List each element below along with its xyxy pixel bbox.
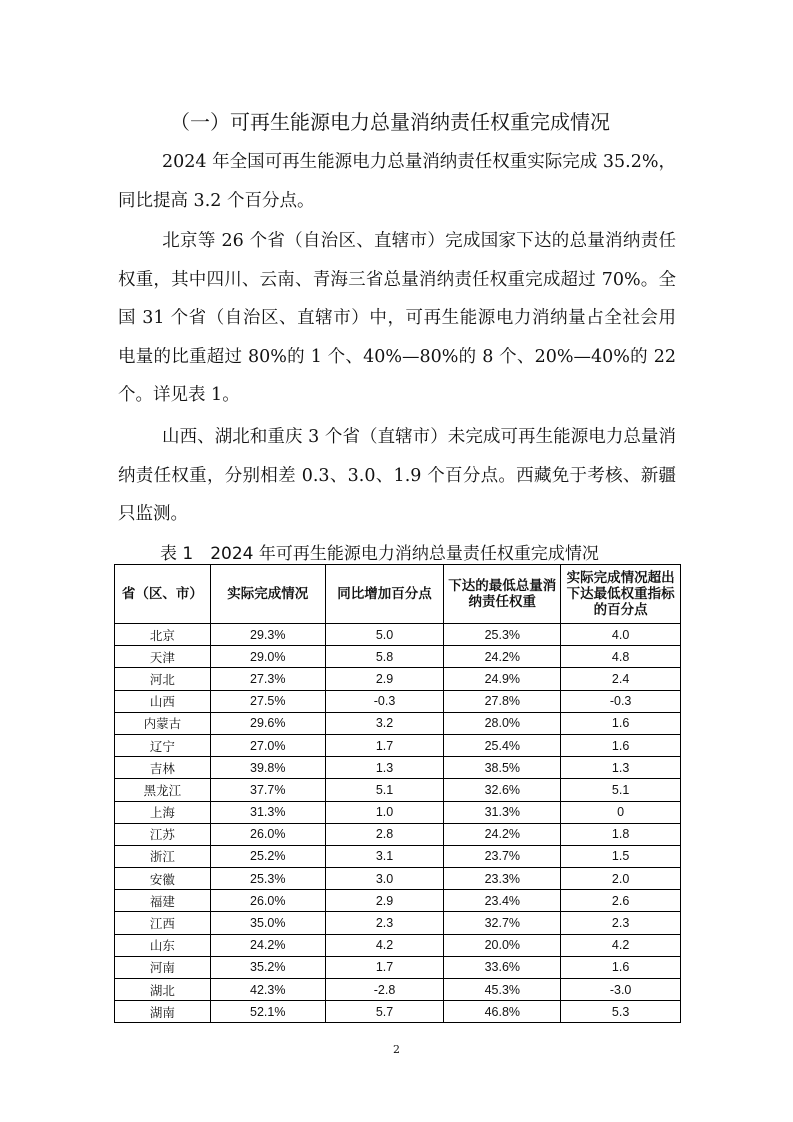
cell-minimum: 45.3% bbox=[444, 979, 561, 1001]
cell-yoy: 4.2 bbox=[325, 934, 444, 956]
table-body bbox=[115, 624, 681, 1023]
cell-yoy: -2.8 bbox=[325, 979, 444, 1001]
header-actual: 实际完成情况 bbox=[210, 565, 325, 624]
paragraph-3 bbox=[118, 418, 676, 534]
cell-yoy: 5.0 bbox=[325, 624, 444, 646]
cell-province: 湖北 bbox=[115, 979, 211, 1001]
cell-province: 北京 bbox=[115, 624, 211, 646]
cell-minimum: 31.3% bbox=[444, 801, 561, 823]
completion-table bbox=[114, 564, 681, 1023]
paragraph-1-text: 2024 年全国可再生能源电力总量消纳责任权重实际完成 35.2%，同比提高 3.2 个百分点。 bbox=[118, 152, 676, 211]
cell-province: 湖南 bbox=[115, 1001, 211, 1023]
cell-excess: -3.0 bbox=[561, 979, 681, 1001]
cell-actual: 26.0% bbox=[210, 890, 325, 912]
table-row bbox=[115, 757, 681, 779]
cell-minimum: 20.0% bbox=[444, 934, 561, 956]
cell-minimum: 46.8% bbox=[444, 1001, 561, 1023]
table-row bbox=[115, 823, 681, 845]
cell-excess: 1.6 bbox=[561, 712, 681, 734]
cell-actual: 25.3% bbox=[210, 868, 325, 890]
cell-province: 江西 bbox=[115, 912, 211, 934]
paragraph-2 bbox=[118, 222, 676, 415]
header-province: 省（区、市） bbox=[115, 565, 211, 624]
cell-excess: 1.3 bbox=[561, 757, 681, 779]
cell-minimum: 32.6% bbox=[444, 779, 561, 801]
cell-province: 河南 bbox=[115, 956, 211, 978]
header-minimum: 下达的最低总量消纳责任权重 bbox=[444, 565, 561, 624]
cell-excess: 0 bbox=[561, 801, 681, 823]
cell-minimum: 24.9% bbox=[444, 668, 561, 690]
cell-yoy: 1.7 bbox=[325, 734, 444, 756]
cell-province: 内蒙古 bbox=[115, 712, 211, 734]
table-row bbox=[115, 801, 681, 823]
cell-minimum: 24.2% bbox=[444, 823, 561, 845]
cell-actual: 37.7% bbox=[210, 779, 325, 801]
cell-minimum: 25.3% bbox=[444, 624, 561, 646]
cell-province: 上海 bbox=[115, 801, 211, 823]
cell-excess: 1.5 bbox=[561, 845, 681, 867]
cell-excess: 2.3 bbox=[561, 912, 681, 934]
cell-province: 吉林 bbox=[115, 757, 211, 779]
header-excess: 实际完成情况超出下达最低权重指标的百分点 bbox=[561, 565, 681, 624]
cell-yoy: 5.1 bbox=[325, 779, 444, 801]
header-yoy: 同比增加百分点 bbox=[325, 565, 444, 624]
cell-excess: 5.3 bbox=[561, 1001, 681, 1023]
table-row bbox=[115, 779, 681, 801]
table-row bbox=[115, 912, 681, 934]
cell-actual: 26.0% bbox=[210, 823, 325, 845]
cell-yoy: 3.2 bbox=[325, 712, 444, 734]
cell-minimum: 23.7% bbox=[444, 845, 561, 867]
cell-yoy: 1.0 bbox=[325, 801, 444, 823]
table-row bbox=[115, 890, 681, 912]
table-row bbox=[115, 712, 681, 734]
cell-yoy: 2.9 bbox=[325, 890, 444, 912]
cell-actual: 27.0% bbox=[210, 734, 325, 756]
table-header-row bbox=[115, 565, 681, 624]
cell-yoy: -0.3 bbox=[325, 690, 444, 712]
cell-excess: 4.0 bbox=[561, 624, 681, 646]
cell-yoy: 1.3 bbox=[325, 757, 444, 779]
cell-excess: 2.0 bbox=[561, 868, 681, 890]
paragraph-2-text: 北京等 26 个省（自治区、直辖市）完成国家下达的总量消纳责任权重，其中四川、云南、青海三省总量消纳责任权重完成超过 70%。全国 31 个省（自治区、直辖市）中，可再生能源电力消纳量占全社会用电量的比重超过 80%的 1 个、40%—80%的 8 个、20%—40%的 22 个。详见表 1。 bbox=[118, 231, 676, 405]
table-row bbox=[115, 624, 681, 646]
table-row bbox=[115, 690, 681, 712]
cell-minimum: 23.4% bbox=[444, 890, 561, 912]
cell-yoy: 1.7 bbox=[325, 956, 444, 978]
cell-actual: 42.3% bbox=[210, 979, 325, 1001]
table-row bbox=[115, 845, 681, 867]
cell-excess: 4.8 bbox=[561, 646, 681, 668]
cell-province: 浙江 bbox=[115, 845, 211, 867]
cell-excess: 2.6 bbox=[561, 890, 681, 912]
cell-yoy: 2.3 bbox=[325, 912, 444, 934]
cell-yoy: 5.8 bbox=[325, 646, 444, 668]
table-row bbox=[115, 934, 681, 956]
cell-minimum: 28.0% bbox=[444, 712, 561, 734]
cell-minimum: 27.8% bbox=[444, 690, 561, 712]
cell-actual: 24.2% bbox=[210, 934, 325, 956]
table-row bbox=[115, 956, 681, 978]
table-row bbox=[115, 1001, 681, 1023]
cell-province: 辽宁 bbox=[115, 734, 211, 756]
cell-yoy: 3.1 bbox=[325, 845, 444, 867]
cell-minimum: 33.6% bbox=[444, 956, 561, 978]
cell-actual: 35.0% bbox=[210, 912, 325, 934]
cell-yoy: 2.8 bbox=[325, 823, 444, 845]
cell-excess: 1.6 bbox=[561, 956, 681, 978]
table-row bbox=[115, 868, 681, 890]
cell-yoy: 3.0 bbox=[325, 868, 444, 890]
cell-excess: -0.3 bbox=[561, 690, 681, 712]
cell-province: 福建 bbox=[115, 890, 211, 912]
cell-minimum: 25.4% bbox=[444, 734, 561, 756]
cell-excess: 2.4 bbox=[561, 668, 681, 690]
cell-province: 山东 bbox=[115, 934, 211, 956]
cell-province: 山西 bbox=[115, 690, 211, 712]
table-row bbox=[115, 646, 681, 668]
cell-actual: 29.3% bbox=[210, 624, 325, 646]
cell-yoy: 5.7 bbox=[325, 1001, 444, 1023]
table-row bbox=[115, 668, 681, 690]
cell-actual: 31.3% bbox=[210, 801, 325, 823]
cell-excess: 1.8 bbox=[561, 823, 681, 845]
cell-actual: 25.2% bbox=[210, 845, 325, 867]
table-row bbox=[115, 734, 681, 756]
cell-province: 安徽 bbox=[115, 868, 211, 890]
page-number: 2 bbox=[393, 1043, 400, 1056]
cell-yoy: 2.9 bbox=[325, 668, 444, 690]
cell-province: 河北 bbox=[115, 668, 211, 690]
paragraph-3-text: 山西、湖北和重庆 3 个省（直辖市）未完成可再生能源电力总量消纳责任权重，分别相差 0.3、3.0、1.9 个百分点。西藏免于考核、新疆只监测。 bbox=[118, 427, 676, 524]
cell-actual: 29.6% bbox=[210, 712, 325, 734]
table-row bbox=[115, 979, 681, 1001]
table-caption: 表 1 2024 年可再生能源电力消纳总量责任权重完成情况 bbox=[160, 544, 599, 564]
cell-province: 天津 bbox=[115, 646, 211, 668]
cell-minimum: 24.2% bbox=[444, 646, 561, 668]
cell-actual: 39.8% bbox=[210, 757, 325, 779]
cell-excess: 1.6 bbox=[561, 734, 681, 756]
cell-actual: 29.0% bbox=[210, 646, 325, 668]
cell-province: 江苏 bbox=[115, 823, 211, 845]
cell-minimum: 38.5% bbox=[444, 757, 561, 779]
section-heading: （一）可再生能源电力总量消纳责任权重完成情况 bbox=[170, 110, 610, 134]
cell-minimum: 32.7% bbox=[444, 912, 561, 934]
cell-actual: 35.2% bbox=[210, 956, 325, 978]
cell-actual: 27.3% bbox=[210, 668, 325, 690]
cell-actual: 52.1% bbox=[210, 1001, 325, 1023]
cell-minimum: 23.3% bbox=[444, 868, 561, 890]
paragraph-1 bbox=[118, 143, 676, 220]
cell-excess: 4.2 bbox=[561, 934, 681, 956]
cell-actual: 27.5% bbox=[210, 690, 325, 712]
cell-province: 黑龙江 bbox=[115, 779, 211, 801]
cell-excess: 5.1 bbox=[561, 779, 681, 801]
